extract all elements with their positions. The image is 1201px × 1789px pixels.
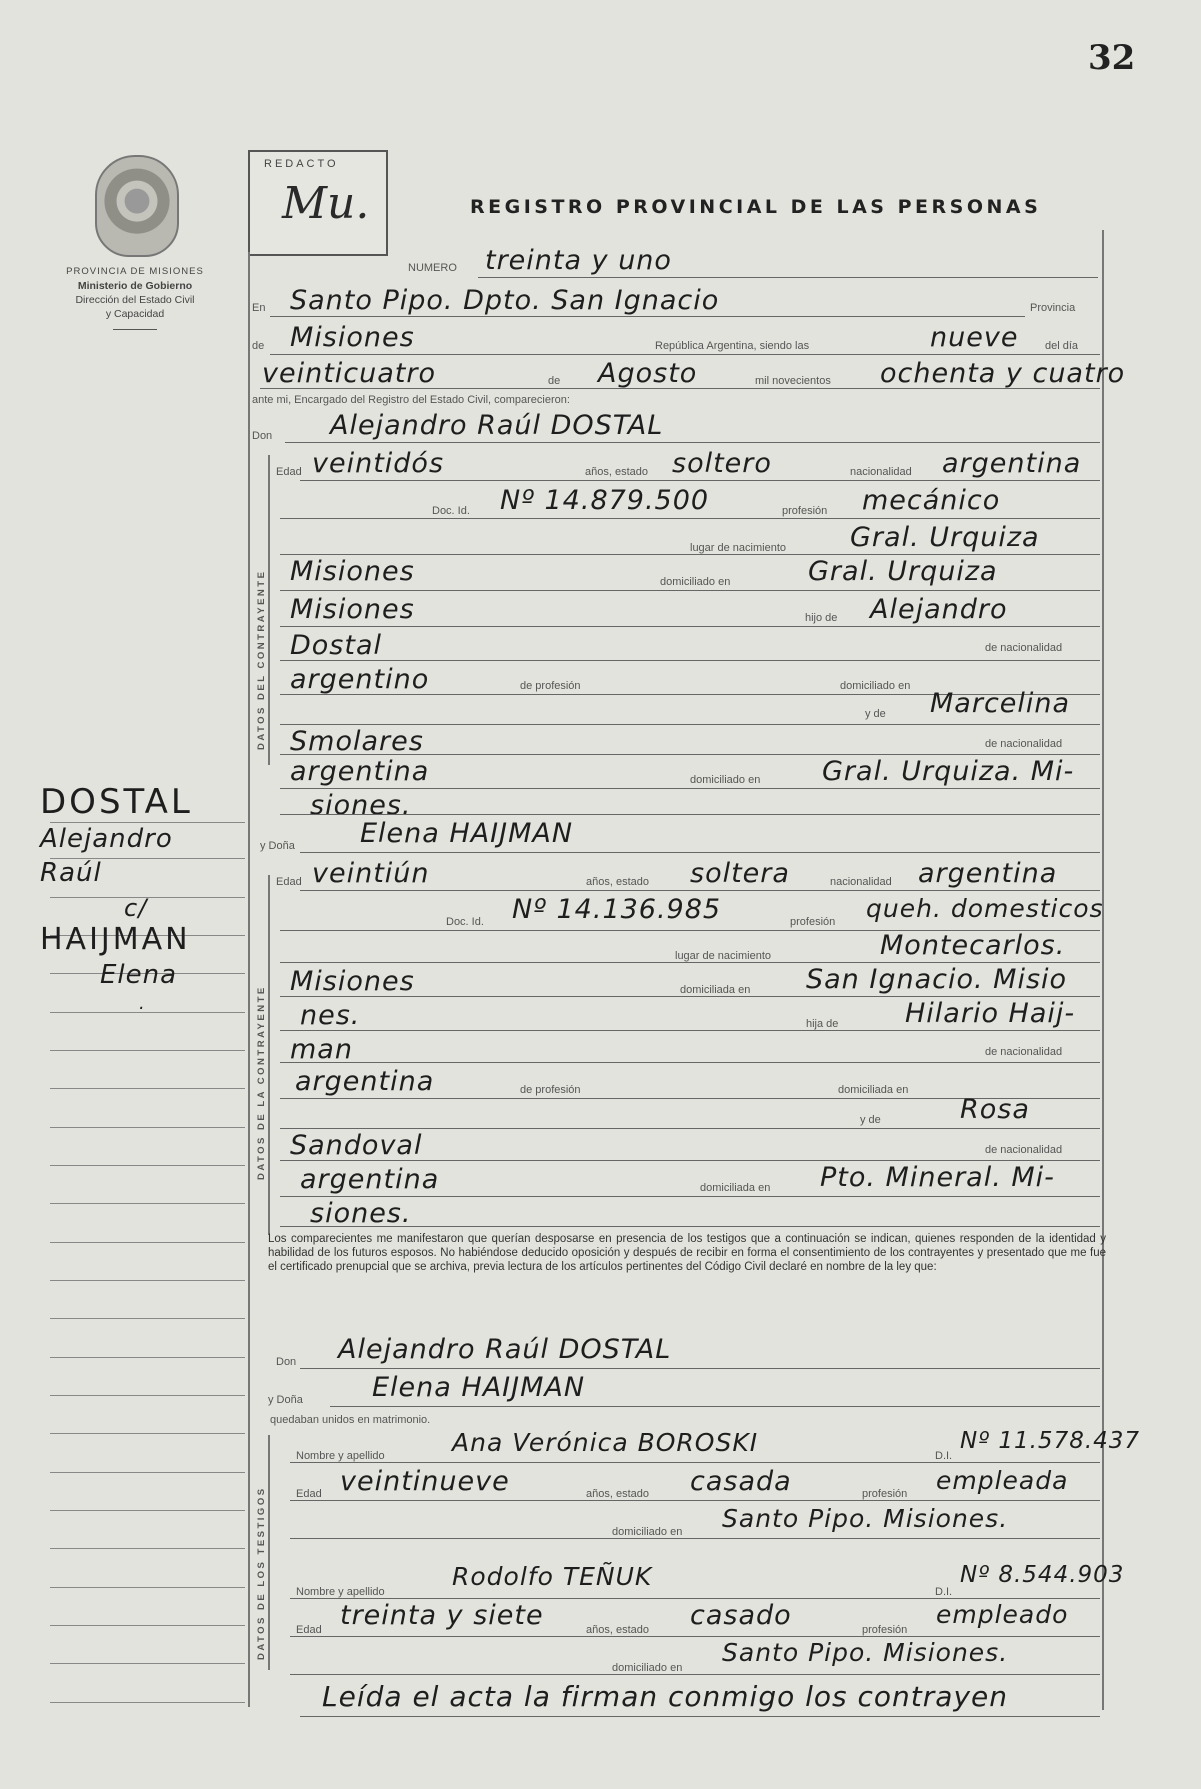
- label-nacionalidad: nacionalidad: [850, 466, 912, 478]
- value-novia-dom2: nes.: [300, 1000, 361, 1031]
- value-padre-nac: argentino: [290, 664, 430, 695]
- label-domiciliado: domiciliado en: [660, 576, 731, 588]
- value-novia-domicilio: San Ignacio. Misio: [806, 964, 1068, 995]
- value-novia-prov: Misiones: [290, 966, 415, 997]
- label-y-de: y de: [865, 708, 886, 720]
- value-madre-apellido: Smolares: [290, 726, 424, 757]
- label-nombre-2: Nombre y apellido: [296, 1586, 385, 1598]
- value-padre2: Hilario Haij-: [905, 998, 1076, 1029]
- value-testigo2-estado: casado: [690, 1600, 792, 1631]
- label-profesion: profesión: [782, 505, 828, 517]
- label-decl-dona: y Doña: [268, 1394, 303, 1406]
- office-ministry: Ministerio de Gobierno: [77, 280, 193, 292]
- value-mes: Agosto: [598, 358, 698, 389]
- label-de-nacionalidad: de nacionalidad: [985, 642, 1063, 654]
- value-madre2-domicilio: Pto. Mineral. Mi-: [820, 1162, 1055, 1193]
- value-testigo2-dom: Santo Pipo. Misiones.: [722, 1638, 1009, 1667]
- label-hijo-de: hijo de: [805, 612, 838, 624]
- margin-note-mark: ·: [138, 998, 145, 1019]
- value-provincia: Misiones: [290, 322, 415, 353]
- office-capacity: y Capacidad: [105, 308, 165, 320]
- label-doc-2: Doc. Id.: [446, 916, 484, 928]
- value-testigo1-edad: veintinueve: [340, 1466, 510, 1497]
- value-decl-dona: Elena HAIJMAN: [372, 1372, 586, 1403]
- label-di-2: D.I.: [935, 1586, 953, 1598]
- value-novio-estado: soltero: [672, 448, 772, 479]
- label-lugar-2: lugar de nacimiento: [675, 950, 772, 962]
- page-number: 32: [1088, 38, 1136, 78]
- label-de-nacionalidad-2: de nacionalidad: [985, 738, 1063, 750]
- testigos-rule: [268, 1435, 270, 1670]
- label-anos-estado-2: años, estado: [586, 876, 649, 888]
- main-right-rule: [1102, 230, 1104, 1710]
- label-mil: mil novecientos: [755, 375, 831, 387]
- margin-note-name2: Raúl: [40, 858, 102, 888]
- label-de-nacionalidad-3: de nacionalidad: [985, 1046, 1063, 1058]
- value-testigo1-di: Nº 11.578.437: [960, 1428, 1141, 1454]
- value-novio-dom-prov: Misiones: [290, 594, 415, 625]
- label-domiciliado-en: domiciliado en: [840, 680, 911, 692]
- value-testigo1-estado: casada: [690, 1466, 792, 1497]
- value-testigo2-edad: treinta y siete: [340, 1600, 544, 1631]
- label-edad-t2: Edad: [296, 1624, 322, 1636]
- value-novio-edad: veintidós: [312, 448, 445, 479]
- redacto-box: [248, 150, 388, 256]
- document-title: REGISTRO PROVINCIAL DE LAS PERSONAS: [470, 196, 1042, 218]
- side-label-contrayente2: DATOS DE LA CONTRAYENTE: [256, 985, 267, 1180]
- value-decl-don: Alejandro Raúl DOSTAL: [338, 1334, 672, 1365]
- redacto-initials: Ми.: [282, 178, 370, 229]
- value-novia-nacionalidad: argentina: [918, 858, 1058, 889]
- value-padre-apellido: Dostal: [290, 630, 383, 661]
- label-de: de: [252, 340, 265, 352]
- value-lugar: Santo Pipo. Dpto. San Ignacio: [290, 285, 720, 316]
- value-novia-estado: soltera: [690, 858, 790, 889]
- value-novio-profesion: mecánico: [862, 485, 1001, 516]
- label-domiciliado-t1: domiciliado en: [612, 1526, 683, 1538]
- value-novia-doc: Nº 14.136.985: [512, 894, 722, 925]
- margin-note-con: c/: [124, 894, 148, 922]
- side-label-contrayente: DATOS DEL CONTRAYENTE: [256, 569, 267, 750]
- value-novio: Alejandro Raúl DOSTAL: [330, 410, 664, 441]
- label-profesion-t2: profesión: [862, 1624, 908, 1636]
- label-hija-de: hija de: [806, 1018, 839, 1030]
- office-rule: [113, 329, 157, 330]
- value-padre2-b: man: [290, 1034, 353, 1065]
- label-nacionalidad-2: nacionalidad: [830, 876, 892, 888]
- margin-note-surname: DOSTAL: [40, 782, 193, 822]
- label-don: Don: [252, 430, 273, 442]
- label-y-dona: y Doña: [260, 840, 295, 852]
- label-estado-t1: años, estado: [586, 1488, 649, 1500]
- contrayente-rule: [268, 455, 270, 765]
- value-madre2-nac: argentina: [300, 1164, 440, 1195]
- value-cierre: Leída el acta la firman conmigo los contrayen: [322, 1680, 1008, 1713]
- value-padre2-nac: argentina: [295, 1066, 435, 1097]
- value-novia-profesion: queh. domesticos: [866, 894, 1104, 923]
- office-info: [30, 265, 240, 330]
- main-left-rule: [248, 252, 250, 1707]
- value-novio-lugar: Gral. Urquiza: [850, 522, 1040, 553]
- value-anio: ochenta y cuatro: [880, 358, 1126, 389]
- label-edad-t1: Edad: [296, 1488, 322, 1500]
- value-dia: veinticuatro: [262, 358, 436, 389]
- office-direction: Dirección del Estado Civil: [75, 294, 195, 306]
- contrayente2-rule: [268, 875, 270, 1235]
- label-doc: Doc. Id.: [432, 505, 470, 517]
- label-quedaban: quedaban unidos en matrimonio.: [270, 1414, 431, 1426]
- value-testigo2-di: Nº 8.544.903: [960, 1562, 1125, 1588]
- label-domiciliado-t2: domiciliado en: [612, 1662, 683, 1674]
- value-numero: treinta y uno: [485, 245, 672, 276]
- label-edad: Edad: [276, 466, 302, 478]
- label-de-mes: de: [548, 375, 561, 387]
- label-republica: República Argentina, siendo las: [655, 340, 810, 352]
- redacto-label: REDACTO: [264, 158, 339, 170]
- label-de-profesion: de profesión: [520, 680, 581, 692]
- label-de-nacionalidad-4: de nacionalidad: [985, 1144, 1063, 1156]
- label-di-1: D.I.: [935, 1450, 953, 1462]
- side-label-testigos: DATOS DE LOS TESTIGOS: [256, 1486, 267, 1660]
- label-domiciliada-en: domiciliada en: [838, 1084, 909, 1096]
- value-madre2-apellido: Sandoval: [290, 1130, 423, 1161]
- label-domiciliada-madre2: domiciliada en: [700, 1182, 771, 1194]
- label-del-dia: del día: [1045, 340, 1079, 352]
- label-lugar: lugar de nacimiento: [690, 542, 787, 554]
- label-ante: ante mi, Encargado del Registro del Estado Civil, comparecieron:: [252, 394, 570, 406]
- provincial-seal-icon: [95, 155, 179, 257]
- label-provincia: Provincia: [1030, 302, 1076, 314]
- value-novio-domicilio: Gral. Urquiza: [808, 556, 998, 587]
- value-novia-lugar: Montecarlos.: [880, 930, 1066, 961]
- value-novio-doc: Nº 14.879.500: [500, 485, 710, 516]
- value-madre-dom2: siones.: [310, 790, 412, 821]
- label-decl-don: Don: [276, 1356, 297, 1368]
- value-madre2-dom2: siones.: [310, 1198, 412, 1229]
- label-profesion-t1: profesión: [862, 1488, 908, 1500]
- value-padre: Alejandro: [870, 594, 1008, 625]
- margin-note-surname2: HAIJMAN: [40, 922, 191, 957]
- declaration-paragraph: Los comparecientes me manifestaron que querían desposarse en presencia de los testigos que a continuación se indican, quienes responden de la identidad y habilidad de los futuros esposos. No habiéndose deducido oposición y después de recibir en forma el consentimiento de los contrayentes y presentado que me fue el certificado prenupcial que se archiva, previa lectura de los artículos pertinentes del Código Civil declaré en nombre de la ley que:: [268, 1233, 1106, 1273]
- label-edad-2: Edad: [276, 876, 302, 888]
- label-numero: NUMERO: [408, 262, 457, 274]
- value-madre2: Rosa: [960, 1094, 1030, 1125]
- value-novio-prov: Misiones: [290, 556, 415, 587]
- value-novio-nacionalidad: argentina: [942, 448, 1082, 479]
- label-de-profesion-2: de profesión: [520, 1084, 581, 1096]
- value-testigo2: Rodolfo TEÑUK: [452, 1562, 653, 1591]
- value-testigo2-prof: empleado: [936, 1600, 1069, 1629]
- label-profesion-2: profesión: [790, 916, 836, 928]
- label-y-de-2: y de: [860, 1114, 881, 1126]
- label-en: En: [252, 302, 266, 314]
- label-domiciliada: domiciliada en: [680, 984, 751, 996]
- office-province: PROVINCIA DE MISIONES: [66, 266, 204, 277]
- value-testigo1-prof: empleada: [936, 1466, 1069, 1495]
- margin-note-name1: Alejandro: [40, 824, 173, 854]
- value-testigo1-dom: Santo Pipo. Misiones.: [722, 1504, 1009, 1533]
- value-madre: Marcelina: [930, 688, 1071, 719]
- label-domiciliado-madre: domiciliado en: [690, 774, 761, 786]
- value-hora: nueve: [930, 322, 1019, 353]
- value-novia: Elena HAIJMAN: [360, 818, 574, 849]
- value-madre-nac: argentina: [290, 756, 430, 787]
- label-anos-estado: años, estado: [585, 466, 648, 478]
- label-estado-t2: años, estado: [586, 1624, 649, 1636]
- label-nombre-1: Nombre y apellido: [296, 1450, 385, 1462]
- margin-note-name3: Elena: [100, 960, 178, 990]
- value-testigo1: Ana Verónica BOROSKI: [452, 1428, 759, 1457]
- value-madre-domicilio: Gral. Urquiza. Mi-: [822, 756, 1075, 787]
- value-novia-edad: veintiún: [312, 858, 430, 889]
